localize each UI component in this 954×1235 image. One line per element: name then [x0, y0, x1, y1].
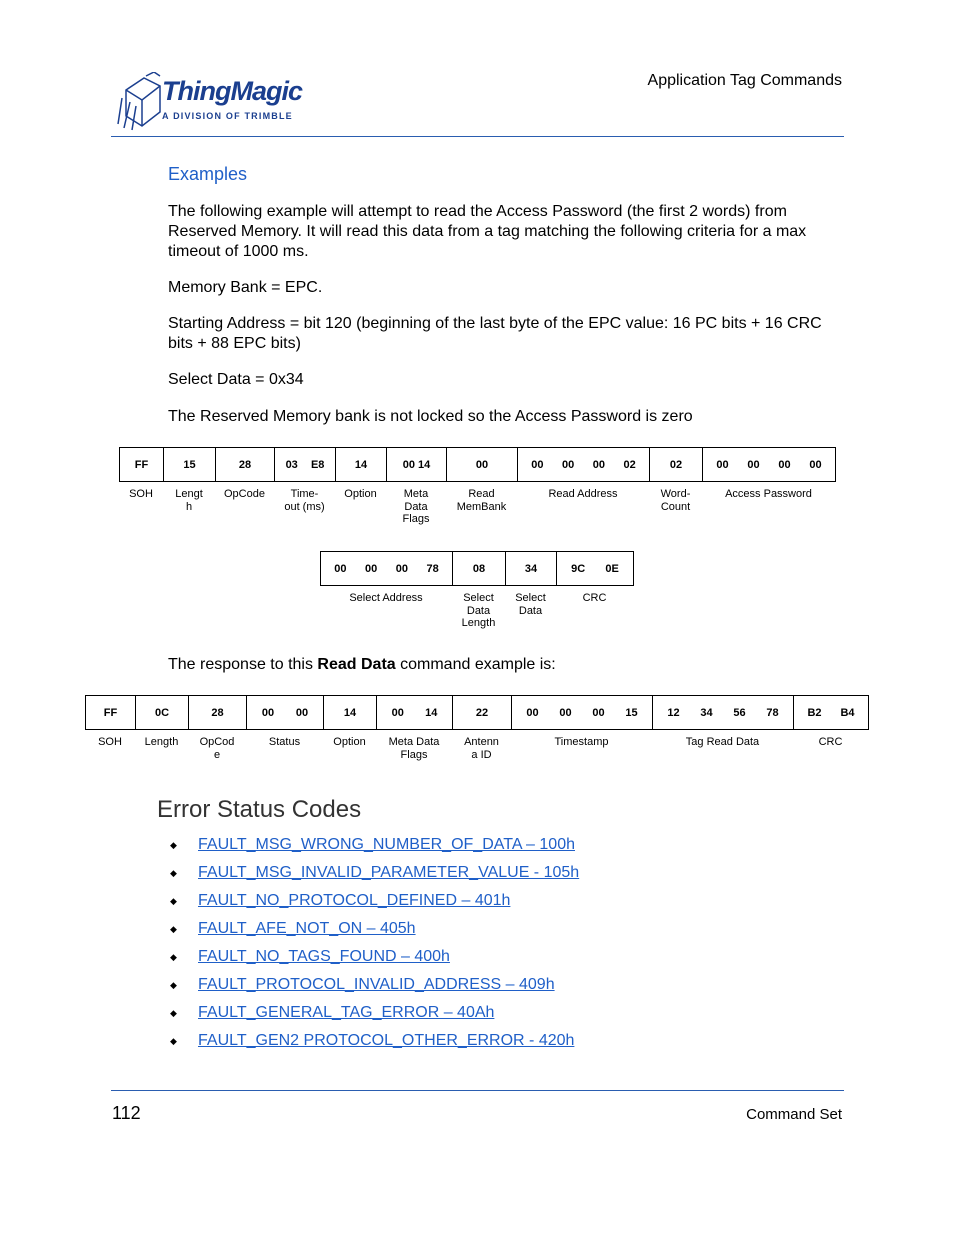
cell-bytes — [275, 459, 335, 471]
byte-value: 34 — [524, 562, 538, 575]
packet-cell — [136, 696, 189, 730]
packet-cell — [794, 696, 869, 730]
packet-cell — [512, 696, 653, 730]
error-code-link[interactable]: FAULT_NO_TAGS_FOUND – 400h — [198, 948, 450, 965]
byte-value: 00 — [809, 458, 822, 471]
field-label: Read Address — [548, 488, 618, 500]
packet-cell — [247, 696, 324, 730]
byte-value: 12 — [667, 706, 680, 719]
cell-bytes — [447, 459, 517, 471]
cell-bytes — [247, 707, 323, 719]
command-packet-table — [119, 447, 836, 482]
byte-value: FF — [103, 706, 118, 719]
packet-cell — [275, 448, 336, 482]
byte-value: 34 — [700, 706, 713, 719]
packet-cell — [653, 696, 794, 730]
byte-value: FF — [134, 458, 149, 471]
byte-value: 15 — [183, 458, 196, 471]
field-label: OpCod e — [199, 736, 235, 761]
response-sentence — [168, 655, 844, 675]
byte-value: 14 — [354, 458, 368, 471]
field-label: Lengt h — [175, 488, 203, 513]
byte-value: 00 — [531, 458, 544, 471]
packet-cell — [453, 552, 506, 586]
byte-value: 14 — [343, 706, 357, 719]
byte-value: 00 — [526, 706, 539, 719]
packet-cell — [703, 448, 836, 482]
byte-value: B2 — [807, 706, 822, 719]
byte-value: 22 — [475, 706, 489, 719]
cell-bytes — [387, 459, 446, 471]
cell-bytes — [336, 459, 386, 471]
bullet-icon: ◆ — [170, 868, 177, 878]
byte-value: 00 — [395, 562, 408, 575]
byte-value: 00 — [592, 458, 605, 471]
paragraph: Starting Address = bit 120 (beginning of the last byte of the EPC value: 16 PC bits + 16 CRC bits + 88 EPC bits) — [168, 315, 822, 352]
byte-value: 00 — [716, 458, 729, 471]
field-label: CRC — [818, 736, 843, 748]
table-row — [120, 448, 836, 482]
bullet-icon: ◆ — [170, 980, 177, 990]
byte-value: 00 — [261, 706, 275, 719]
byte-value: 00 — [334, 562, 347, 575]
error-code-link[interactable]: FAULT_PROTOCOL_INVALID_ADDRESS – 409h — [198, 976, 555, 993]
byte-value: 00 — [295, 706, 309, 719]
packet-cell — [336, 448, 387, 482]
cell-bytes — [453, 563, 505, 575]
footer-rule — [111, 1090, 844, 1091]
cell-bytes — [557, 563, 633, 575]
page-number: 112 — [112, 1103, 141, 1123]
byte-value: 00 14 — [402, 458, 431, 471]
field-label: Antenn a ID — [464, 736, 499, 761]
table-row — [321, 552, 634, 586]
cell-bytes — [506, 563, 556, 575]
field-label: Meta Data Flags — [388, 736, 440, 761]
bullet-icon: ◆ — [170, 924, 177, 934]
byte-value: 08 — [472, 562, 486, 575]
response-bold: Read Data — [317, 656, 396, 673]
cell-bytes — [794, 707, 868, 719]
bullet-icon: ◆ — [170, 1008, 177, 1018]
error-code-link[interactable]: FAULT_MSG_WRONG_NUMBER_OF_DATA – 100h — [198, 836, 575, 853]
bullet-icon: ◆ — [170, 896, 177, 906]
cell-bytes — [703, 459, 835, 471]
byte-value: 28 — [211, 706, 224, 719]
field-label: CRC — [582, 592, 607, 604]
packet-cell — [321, 552, 453, 586]
header-title: Application Tag Commands — [647, 72, 842, 89]
field-label: Status — [268, 736, 301, 748]
error-code-link[interactable]: FAULT_MSG_INVALID_PARAMETER_VALUE - 105h — [198, 864, 580, 881]
packet-cell — [650, 448, 703, 482]
byte-value: 56 — [733, 706, 746, 719]
byte-value: 00 — [391, 706, 404, 719]
cell-bytes — [377, 707, 452, 719]
table-row — [86, 696, 869, 730]
bullet-icon: ◆ — [170, 952, 177, 962]
examples-heading: Examples — [168, 164, 248, 184]
field-label: Length — [144, 736, 179, 748]
error-code-link[interactable]: FAULT_NO_PROTOCOL_DEFINED – 401h — [198, 892, 511, 909]
select-packet-table — [320, 551, 634, 586]
cell-bytes — [86, 707, 135, 719]
cell-bytes — [324, 707, 376, 719]
byte-value: 02 — [623, 458, 636, 471]
cell-bytes — [518, 459, 649, 471]
packet-cell — [518, 448, 650, 482]
byte-value: 03 — [285, 458, 298, 471]
field-label: SOH — [129, 488, 153, 500]
field-label: Time- out (ms) — [284, 488, 325, 513]
byte-value: E8 — [310, 458, 325, 471]
error-code-link[interactable]: FAULT_GEN2 PROTOCOL_OTHER_ERROR - 420h — [198, 1032, 575, 1049]
field-label: OpCode — [224, 488, 265, 500]
logo-name: ThingMagic — [162, 76, 302, 106]
field-label: Meta Data Flags — [402, 488, 430, 525]
response-prefix: The response to this — [168, 656, 318, 673]
bullet-icon: ◆ — [170, 1036, 177, 1046]
cell-bytes — [120, 459, 163, 471]
packet-cell — [189, 696, 247, 730]
byte-value: 00 — [747, 458, 760, 471]
byte-value: 78 — [426, 562, 439, 575]
byte-value: 14 — [425, 706, 438, 719]
cell-bytes — [136, 707, 188, 719]
cell-bytes — [512, 707, 652, 719]
paragraph: Memory Bank = EPC. — [168, 279, 323, 296]
packet-cell — [324, 696, 377, 730]
packet-cell — [387, 448, 447, 482]
byte-value: 0C — [154, 706, 170, 719]
byte-value: 9C — [571, 562, 586, 575]
cell-bytes — [189, 707, 246, 719]
field-label: Word- Count — [660, 488, 691, 513]
response-packet-table — [85, 695, 869, 730]
error-code-link[interactable]: FAULT_AFE_NOT_ON – 405h — [198, 920, 416, 937]
packet-cell — [557, 552, 634, 586]
field-label: Select Data Length — [461, 592, 496, 629]
packet-cell — [120, 448, 164, 482]
byte-value: 00 — [559, 706, 572, 719]
field-label: SOH — [98, 736, 122, 748]
field-label: Tag Read Data — [685, 736, 760, 748]
packet-cell — [506, 552, 557, 586]
cell-bytes — [164, 459, 215, 471]
packet-cell — [447, 448, 518, 482]
byte-value: 00 — [562, 458, 575, 471]
field-label: Option — [333, 736, 366, 748]
bullet-icon: ◆ — [170, 840, 177, 850]
cell-bytes — [321, 563, 452, 575]
response-suffix: command example is: — [395, 656, 556, 673]
byte-value: 02 — [669, 458, 683, 471]
byte-value: 00 — [475, 458, 489, 471]
byte-value: 0E — [605, 562, 619, 575]
packet-cell — [377, 696, 453, 730]
field-label: Select Address — [349, 592, 423, 604]
byte-value: B4 — [840, 706, 855, 719]
packet-cell — [164, 448, 216, 482]
cell-bytes — [453, 707, 511, 719]
logo-subtitle: A DIVISION OF TRIMBLE — [162, 111, 293, 121]
byte-value: 78 — [766, 706, 779, 719]
field-label: Option — [344, 488, 377, 500]
field-label: Timestamp — [554, 736, 609, 748]
error-code-link[interactable]: FAULT_GENERAL_TAG_ERROR – 40Ah — [198, 1004, 495, 1021]
footer-title: Command Set — [746, 1106, 842, 1123]
cell-bytes — [653, 707, 793, 719]
byte-value: 28 — [238, 458, 252, 471]
paragraph: The following example will attempt to read the Access Password (the first 2 words) from Reserved Memory. It will read this data from a tag matching the following criteria for a max timeout of 1000 ms. — [168, 203, 807, 260]
packet-cell — [453, 696, 512, 730]
field-label: Select Data — [515, 592, 546, 617]
paragraph: Select Data = 0x34 — [168, 371, 304, 388]
byte-value: 00 — [778, 458, 791, 471]
field-label: Read MemBank — [456, 488, 507, 513]
cell-bytes — [650, 459, 702, 471]
byte-value: 00 — [592, 706, 605, 719]
byte-value: 00 — [365, 562, 378, 575]
header-rule — [111, 136, 844, 137]
packet-cell — [86, 696, 136, 730]
cell-bytes — [216, 459, 274, 471]
error-status-heading: Error Status Codes — [157, 796, 362, 823]
byte-value: 15 — [625, 706, 638, 719]
field-label: Access Password — [725, 488, 812, 500]
packet-cell — [216, 448, 275, 482]
paragraph: The Reserved Memory bank is not locked so the Access Password is zero — [168, 408, 693, 425]
